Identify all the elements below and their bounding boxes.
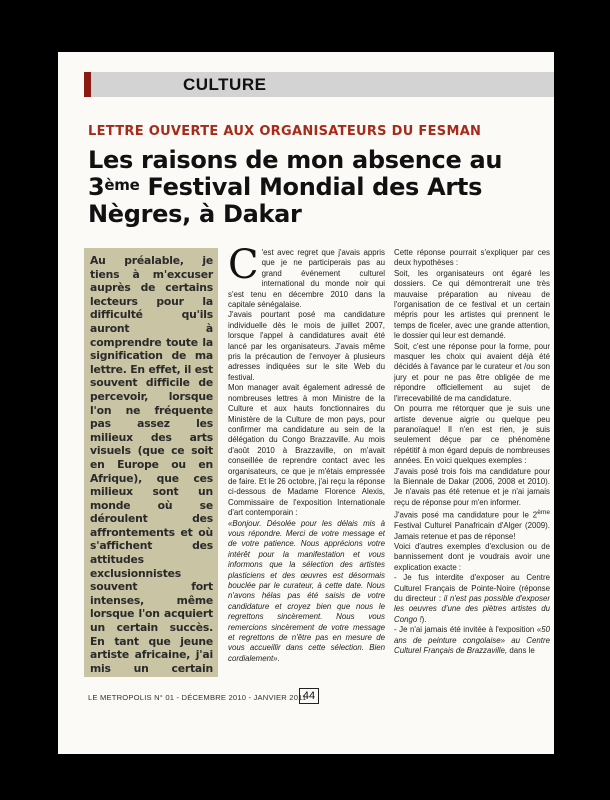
- article-headline: [88, 147, 550, 228]
- headline-part1: Les raisons de mon absence au 3: [88, 146, 503, 201]
- section-label: CULTURE: [183, 75, 267, 94]
- footer-publication: LE METROPOLIS N° 01 - DÉCEMBRE 2010 - JANVIER 2011: [88, 693, 307, 702]
- col3-paragraph-1: Cette réponse pourrait s'expliquer par ces deux hypothèses :: [394, 248, 550, 268]
- col3-p6-end: Festival Culturel Panafricain d'Alger (2009). Jamais retenue et pas de réponse!: [394, 521, 550, 541]
- col2-paragraph-2: J'avais pourtant posé ma candidature individuelle dès le mois de juillet 2007, lorsque l'appel à candidatures avait été lancé par les organisateurs. J'avais même pris la précaution de l'envoyer à plusieurs adresses indiquées sur le site Web du festival.: [228, 310, 385, 382]
- col3-paragraph-4: On pourra me rétorquer que je suis une artiste devenue aigrie ou quelque peu paranoïaque! Il n'en est rien, je suis seulement déçue par ce phénomène répétitif à mon égard depuis de nombreuses années. En voici quelques exemples :: [394, 404, 550, 466]
- col3-p9-italic: «50 ans de peinture congolaise» au Centre Culturel Français de Brazzaville,: [394, 625, 550, 656]
- page-number: 44: [302, 690, 316, 702]
- col3-paragraph-3: Soit, c'est une réponse pour la forme, pour masquer les choix qui avaient déjà été décidés à l'avance par le curateur et /ou son jury et pour ne pas être obligée de me répondre officiellement au sujet de l'irrecevabilité de ma candidature.: [394, 341, 550, 403]
- col3-paragraph-8: [394, 573, 550, 625]
- page-number-box: [299, 688, 319, 704]
- text-column-3: [394, 248, 550, 678]
- text-column-2: [228, 248, 385, 678]
- drop-cap: C: [228, 248, 259, 288]
- col2-paragraph-1: 'est avec regret que j'avais appris que je ne participerais pas au grand événement culturel international du monde noir qui s'est tenu en décembre 2010 dans la capitale sénégalaise.: [228, 248, 385, 310]
- col3-p9-end: dans le: [507, 646, 535, 656]
- col3-paragraph-5: J'avais posé trois fois ma candidature pour la Biennale de Dakar (2006, 2008 et 2010). Je n'avais pas été retenue et je n'ai jamais reçu de réponse pour m'en informer.: [394, 466, 550, 507]
- sidebar-text: Au préalable, je tiens à m'excuser auprès de certains lecteurs pour la difficulté qu'ils auront à comprendre toute la signification de ma lettre. En effet, il est souvent difficile de percevoir, lorsque l'on ne fréquente pas assez les milieux des arts visuels (que ce soit en Europe ou en Afrique), que ces milieux sont un monde où se déroulent des affrontements et où s'affichent des attitudes exclusionnistes souvent fort intenses, même lorsque l'on acquiert un certain succès. En tant que jeune artiste africaine, j'ai mis un certain: [90, 254, 214, 675]
- article-kicker: LETTRE OUVERTE AUX ORGANISATEURS DU FESMAN: [88, 124, 482, 139]
- headline-superscript: ème: [104, 176, 140, 194]
- col3-p6-superscript: ème: [537, 509, 550, 517]
- col3-paragraph-7: Voici d'autres exemples d'exclusion ou de bannissement dont je voudrais avoir une explication exacte :: [394, 542, 550, 572]
- section-bar: [84, 72, 554, 97]
- col3-paragraph-9: [394, 625, 550, 656]
- headline-part2: Festival Mondial des Arts Nègres, à Dakar: [88, 173, 483, 228]
- intro-sidebar: [84, 248, 218, 677]
- col3-p6-start: J'avais posé ma candidature pour le 2: [394, 510, 538, 520]
- col3-paragraph-6: [394, 508, 550, 542]
- magazine-page: [58, 52, 554, 754]
- col2-paragraph-3: Mon manager avait également adressé de nombreuses lettres à mon Ministre de la Culture et aux hauts fonctionnaires du Ministère de la Culture de mon pays, pour confirmer ma candidature au sein de la délégation du Congo Brazzaville. Au mois d'août 2010 à Brazzaville, on m'avait conseillée de reprendre contact avec les organisateurs, ce que je m'étais empressée de faire. Et le 26 octobre, j'ai reçu la réponse ci-dessous de Madame Florence Alexis, Commissaire de l'exposition Internationale d'art contemporain :: [228, 383, 385, 518]
- col2-quote: «Bonjour. Désolée pour les délais mis à vous répondre. Merci de votre message et de votre patience. Nous apprécions votre intérêt pour la manifestation et vous informons que la sélection des artistes plasticiens et des œuvres est désormais bouclée par le curateur, à cette date. Nous n'avons hélas pas été saisis de votre candidature et croyez bien que nous le regrettons sincèrement. Nous vous remercions sincèrement de votre message et regrettons de n'être pas en mesure de vous accueillir dans cette sélection. Bien cordialement».: [228, 518, 385, 663]
- col3-p9-start: - Je n'ai jamais été invitée à l'exposition: [394, 625, 537, 635]
- col3-paragraph-2: Soit, les organisateurs ont égaré les dossiers. Ce qui démontrerait une très mauvaise préparation au niveau de l'organisation de ce festival et un certain mépris pour les artistes qui prennent le temps de ficeler, avec une grande attention, le dossier qui leur est demandé.: [394, 268, 550, 341]
- col3-p8-start: - Je fus interdite d'exposer au Centre Culturel Français de Pointe-Noire (réponse du directeur :: [394, 573, 550, 604]
- col3-p8-end: ).: [421, 614, 427, 624]
- col3-p8-italic: il n'est pas possible d'exposer les oeuvres d'une des piètres artistes du Congo !: [394, 594, 550, 624]
